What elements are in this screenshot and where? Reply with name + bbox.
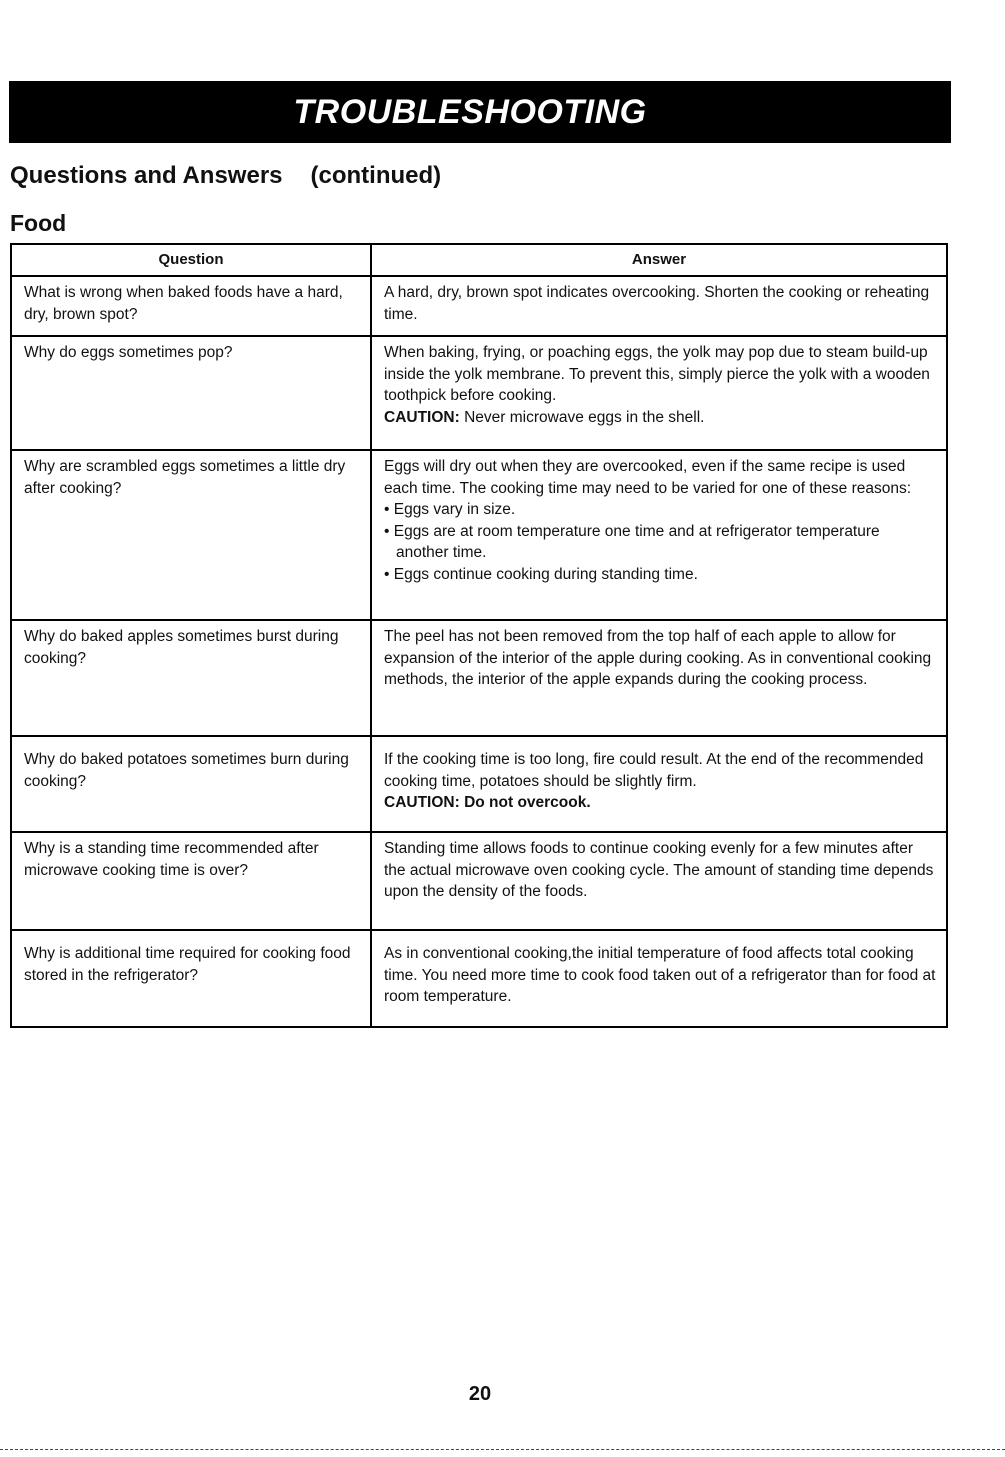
troubleshooting-banner	[9, 81, 951, 143]
question-cell: Why do baked apples sometimes burst during cooking?	[11, 620, 371, 736]
table-row	[11, 736, 947, 832]
banner-title: TROUBLESHOOTING	[293, 92, 647, 131]
section-heading-main: Questions and Answers	[10, 162, 283, 189]
table-row	[11, 336, 947, 450]
answer-cell	[371, 336, 947, 450]
question-cell: Why are scrambled eggs sometimes a little dry after cooking?	[11, 450, 371, 620]
answer-cell	[371, 736, 947, 832]
question-cell: Why is a standing time recommended after microwave cooking time is over?	[11, 832, 371, 930]
answer-cell: Standing time allows foods to continue cooking evenly for a few minutes after the actual microwave oven cooking cycle. The amount of standing time depends upon the density of the foods.	[371, 832, 947, 930]
caution-text: CAUTION: Do not overcook.	[384, 794, 591, 811]
bullet-item: • Eggs are at room temperature one time and at refrigerator temperature another time.	[384, 522, 880, 561]
answer-cell: The peel has not been removed from the top half of each apple to allow for expansion of the interior of the apple during cooking. As in conventional cooking methods, the interior of the apple expands during the cooking process.	[371, 620, 947, 736]
answer-text: When baking, frying, or poaching eggs, the yolk may pop due to steam build-up inside the yolk membrane. To prevent this, simply pierce the yolk with a wooden toothpick before cooking.	[384, 344, 930, 404]
question-cell: Why is additional time required for cooking food stored in the refrigerator?	[11, 930, 371, 1027]
question-cell: What is wrong when baked foods have a hard, dry, brown spot?	[11, 276, 371, 336]
answer-cell	[371, 450, 947, 620]
table-row	[11, 930, 947, 1027]
caution-text: Never microwave eggs in the shell.	[459, 408, 705, 426]
table-row	[11, 620, 947, 736]
answer-cell: As in conventional cooking,the initial temperature of food affects total cooking time. You need more time to cook food taken out of a refrigerator than for food at room temperature.	[371, 930, 947, 1027]
table-header-row	[11, 244, 947, 276]
answer-cell: A hard, dry, brown spot indicates overcooking. Shorten the cooking or reheating time.	[371, 276, 947, 336]
page-number: 20	[468, 1383, 492, 1405]
qa-table	[10, 243, 948, 1028]
caution-label: CAUTION:	[384, 408, 460, 426]
question-cell: Why do baked potatoes sometimes burn during cooking?	[11, 736, 371, 832]
bullet-item: • Eggs continue cooking during standing time.	[384, 565, 698, 583]
question-cell: Why do eggs sometimes pop?	[11, 336, 371, 450]
section-heading	[10, 162, 441, 190]
question-column-header: Question	[11, 244, 371, 276]
bullet-item: • Eggs vary in size.	[384, 501, 516, 518]
section-heading-continued: (continued)	[310, 162, 442, 189]
answer-column-header: Answer	[371, 244, 947, 276]
answer-text: Eggs will dry out when they are overcooked, even if the same recipe is used each time. The cooking time may need to be varied for one of these reasons:	[384, 458, 912, 497]
table-row	[11, 832, 947, 930]
table-row	[11, 450, 947, 620]
table-row	[11, 276, 947, 336]
bottom-rule	[0, 1449, 1005, 1450]
food-subheading: Food	[10, 210, 67, 236]
answer-text: If the cooking time is too long, fire could result. At the end of the recommended cooking time, potatoes should be slightly firm.	[384, 751, 924, 790]
